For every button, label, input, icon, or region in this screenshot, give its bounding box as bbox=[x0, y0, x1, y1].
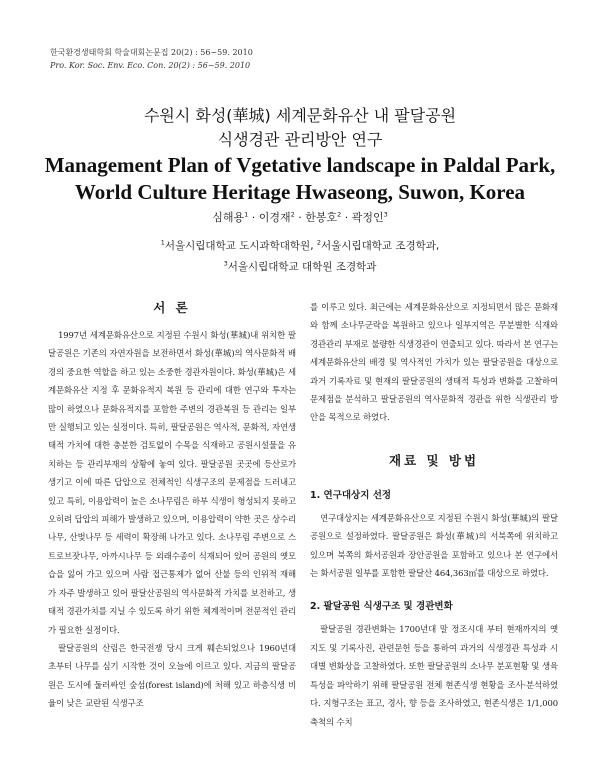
affiliation-line-2 bbox=[40, 257, 560, 278]
section-heading-methods: 재료 및 방법 bbox=[388, 452, 480, 468]
affiliation-text: 서울시립대학교 도시과학대학원, bbox=[164, 240, 317, 252]
title-en-line2: World Culture Heritage Hwaseong, Suwon, Korea bbox=[74, 180, 526, 204]
intro-paragraph-1: 1997년 세계문화유산으로 지정된 수원시 화성(華城)내 위치한 팔달공원은 기존의 자연자원을 보전하면서 화성(華城)의 역사문화적 배경의 중요한 역할을 하고 있는 소중한 경관자원이다. 화성(華城)은 세계문화유산 지정 후 문화유적지 복원 등 관리에 대한 연구와 투자는 많이 하였으나 문화유적지를 포함한 주변의 경관복원 등 관리는 일부만 실행되고 있는 실정이다. 특히, 팔달공원은 역사적, 문화적, 자연생태적 가치에 대한 충분한 검토없이 수목을 식재하고 공원시설물을 유치하는 등 관리부재의 상황에 놓여 있다. 팔달공원 곳곳에 등산로가 생기고 이에 따른 답압으로 전체적인 식생구조의 문제점을 드러내고 있고 특히, 이용압력이 높은 소나무림은 하부 식생이 형성되지 못하고 오히려 답압의 피해가 발생하고 있으며, 이용압력이 약한 곳은 상수리나무, 산벚나무 등 세력이 확장해 나가고 있다. 소나무림 주변으로 스트로브잣나무, 아까시나무 등 외래수종이 식재되어 있어 공원의 옛모습을 잃어 가고 있으며 사람 접근통제가 없어 산불 등의 인위적 재해가 자주 발생하고 있어 팔달산공원의 역사문화적 가치를 보전하고, 생태적 경관가치를 지닐 수 있도록 하기 위한 체계적이며 전문적인 관리가 필요한 실정이다. bbox=[48, 330, 296, 635]
author-name: 심해용 bbox=[212, 211, 245, 224]
affil-number: 2 bbox=[316, 238, 322, 247]
left-column bbox=[48, 298, 296, 713]
title-english bbox=[30, 152, 570, 206]
affiliation-text: 서울시립대학교 조경학과, bbox=[321, 240, 440, 252]
author-affil-number: 2 bbox=[337, 210, 342, 219]
author-affil-number: 1 bbox=[244, 210, 249, 219]
author-affil-number: 3 bbox=[383, 210, 388, 219]
journal-line-ko: 한국환경생태학회 학술대회논문집 20(2) : 56~59. 2010 bbox=[50, 48, 253, 57]
affiliation-text: 서울시립대학교 대학원 조경학과 bbox=[227, 261, 377, 273]
section-heading-introduction: 서 론 bbox=[153, 300, 191, 315]
author-separator: · bbox=[251, 211, 256, 224]
journal-line-en: Pro. Kor. Soc. Env. Eco. Con. 20(2) : 56~59. 2010 bbox=[50, 61, 251, 70]
title-ko-line2: 식생경관 관리방안 연구 bbox=[217, 130, 383, 149]
right-column bbox=[310, 298, 558, 731]
title-ko-line1: 수원시 화성(華城) 세계문화유산 내 팔달공원 bbox=[143, 106, 457, 125]
author-name: 곽정인 bbox=[351, 211, 384, 224]
author-list bbox=[40, 210, 560, 226]
author-name: 이경재 bbox=[258, 211, 291, 224]
author-separator: · bbox=[344, 211, 349, 224]
affiliations bbox=[40, 236, 560, 278]
author-separator: · bbox=[298, 211, 302, 224]
affil-number: 1 bbox=[160, 238, 165, 247]
intro-paragraph-3: 를 이루고 있다. 최근에는 세계문화유산으로 지정되면서 많은 문화재와 함께 소나무군락을 복원하고 있으나 일부지역은 무분별한 식재와 경관관리 부재로 불량한 식생경관이 연출되고 있다. 따라서 본 연구는 세계문화유산의 배경 및 역사적인 가치가 있는 팔달공원을 대상으로 과거 기록자료 및 현재의 팔달공원의 생태적 특성과 변화를 고찰하여 문제점을 분석하고 팔달공원의 역사문화적 경관을 위한 식생관리 방안을 목적으로 하였다. bbox=[310, 302, 558, 423]
affil-number: 3 bbox=[223, 259, 228, 268]
intro-paragraph-2: 팔달공원의 산림은 한국전쟁 당시 크게 훼손되었으나 1960년대 초부터 나무를 심기 시작한 것이 오늘에 이르고 있다. 지금의 팔달공원은 도시에 둘러싸인 숲섬(forest island)에 처해 있고 하층식생 비율이 낮은 교란된 식생구조 bbox=[48, 642, 296, 709]
affiliation-line-1 bbox=[40, 236, 560, 257]
journal-header bbox=[50, 46, 253, 72]
subsection-title-2: 2. 팔달공원 식생구조 및 경관변화 bbox=[310, 601, 453, 613]
title-en-line1: Management Plan of Vgetative landscape in Paldal Park, bbox=[44, 153, 556, 177]
methods-paragraph-1: 연구대상지는 세계문화유산으로 지정된 수원시 화성(華城)의 팔달공원으로 설정하였다. 팔달공원은 화성(華城)의 서북쪽에 위치하고 있으며 북쪽의 화서공원과 장안공원을 포함하고 있으나 본 연구에서는 화서공원 일부를 포함한 팔달산 464,363㎡를 대상으로 하였다. bbox=[310, 512, 558, 579]
subsection-title-1: 1. 연구대상지 선정 bbox=[310, 489, 392, 501]
author-name: 한봉호 bbox=[305, 211, 338, 224]
author-affil-number: 2 bbox=[290, 210, 295, 219]
title-korean bbox=[40, 104, 560, 152]
methods-paragraph-2: 팔달공원 경관변화는 1700년대 말 정조시대 부터 현재까지의 옛지도 및 기록사진, 관련문헌 등을 통하여 과거의 식생경관 특성과 시대별 변화상을 고찰하였다. 또한 팔달공원의 소나무 분포현황 및 생육특성을 파악하기 위해 팔달공원 전체 현존식생 현황을 조사·분석하였다. 지형구조는 표고, 경사, 향 등을 조사하였고, 현존식생은 1/1,000 축척의 수치 bbox=[310, 624, 558, 727]
